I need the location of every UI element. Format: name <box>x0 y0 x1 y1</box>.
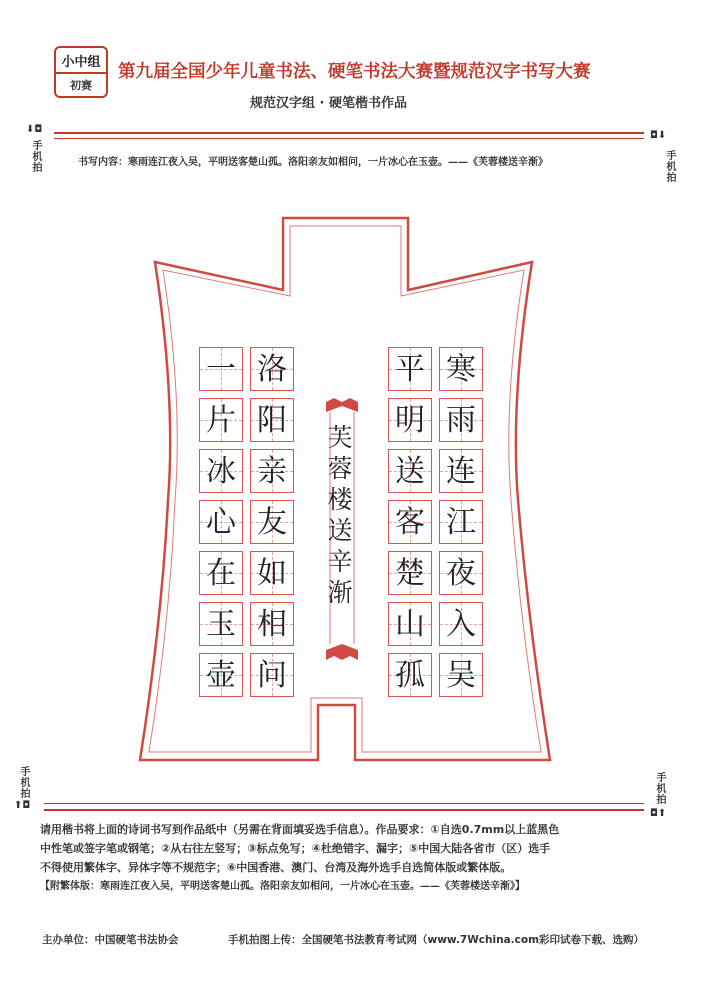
grid-cell: 洛 <box>250 347 294 391</box>
camera-icon: ⬆◘ <box>14 800 31 811</box>
camera-icon: ⬇◘ <box>26 124 43 135</box>
camera-icon: ◘⬆ <box>650 808 667 819</box>
grid-cell: 亲 <box>250 449 294 493</box>
badge-group-label: 小中组 <box>61 55 101 70</box>
grid-cell: 入 <box>439 602 483 646</box>
badge-round-label: 初赛 <box>70 79 92 92</box>
grid-cell: 吴 <box>439 653 483 697</box>
grid-cell: 江 <box>439 500 483 544</box>
grid-cell: 在 <box>199 551 243 595</box>
side-label-bottom-right: 手机拍 <box>654 772 665 805</box>
bottom-border-line <box>44 809 644 811</box>
poem-title-char: 送 <box>327 516 353 545</box>
grid-cell: 壶 <box>199 653 243 697</box>
side-label-top-right: 手机拍 <box>664 150 675 183</box>
side-label-bottom-left: 手机拍 <box>18 766 29 799</box>
requirements-line: 不得使用繁体字、异体字等不规范字；⑥中国香港、澳门、台湾及海外选手自选简体版或繁体版。 <box>40 861 512 874</box>
grid-cell: 平 <box>388 347 432 391</box>
poem-title-char: 辛 <box>327 547 353 576</box>
poem-title-char: 楼 <box>327 485 353 514</box>
side-label-top-left: 手机拍 <box>30 140 41 173</box>
grid-cell: 冰 <box>199 449 243 493</box>
grid-cell: 如 <box>250 551 294 595</box>
page-subtitle: 规范汉字组 · 硬笔楷书作品 <box>250 96 407 111</box>
organizer-text: 主办单位：中国硬笔书法协会 <box>42 934 179 946</box>
grid-cell: 寒 <box>439 347 483 391</box>
poem-title-char: 渐 <box>327 578 353 607</box>
grid-cell: 送 <box>388 449 432 493</box>
requirements-line: 请用楷书将上面的诗词书写到作品纸中（另需在背面填妥选手信息）。作品要求：①自选0.7mm以上蓝黑色 <box>40 823 560 836</box>
upload-info-text: 手机拍图上传：全国硬笔书法教育考试网（www.7Wchina.com彩印试卷下载、选购） <box>228 934 645 946</box>
camera-icon: ◘⬇ <box>650 130 667 141</box>
traditional-version-note: 【附繁体版：寒雨连江夜入吴，平明送客楚山孤。洛阳亲友如相问，一片冰心在玉壶。——《芙蓉楼送辛渐》】 <box>40 881 525 892</box>
grid-cell: 问 <box>250 653 294 697</box>
grid-cell: 玉 <box>199 602 243 646</box>
grid-cell: 雨 <box>439 398 483 442</box>
grid-cell: 一 <box>199 347 243 391</box>
page-title: 第九届全国少年儿童书法、硬笔书法大赛暨规范汉字书写大赛 <box>118 62 591 82</box>
poem-title-char: 蓉 <box>327 454 353 483</box>
grid-cell: 片 <box>199 398 243 442</box>
grid-cell: 心 <box>199 500 243 544</box>
grid-cell: 明 <box>388 398 432 442</box>
writing-content: 书写内容：寒雨连江夜入吴，平明送客楚山孤。洛阳亲友如相问，一片冰心在玉壶。——《芙蓉楼送辛渐》 <box>78 157 548 168</box>
grid-cell: 山 <box>388 602 432 646</box>
grid-cell: 夜 <box>439 551 483 595</box>
grid-cell: 孤 <box>388 653 432 697</box>
grid-cell: 阳 <box>250 398 294 442</box>
grid-cell: 连 <box>439 449 483 493</box>
grid-cell: 友 <box>250 500 294 544</box>
requirements-line: 中性笔或签字笔或钢笔；②从右往左竖写；③标点免写；④杜绝错字、漏字；⑤中国大陆各省市（区）选手 <box>40 842 551 855</box>
grid-cell: 楚 <box>388 551 432 595</box>
grid-cell: 客 <box>388 500 432 544</box>
poem-title-char: 芙 <box>327 423 353 452</box>
bottom-border-line-thin <box>44 803 644 804</box>
poem-title-column <box>320 402 360 608</box>
grid-cell: 相 <box>250 602 294 646</box>
